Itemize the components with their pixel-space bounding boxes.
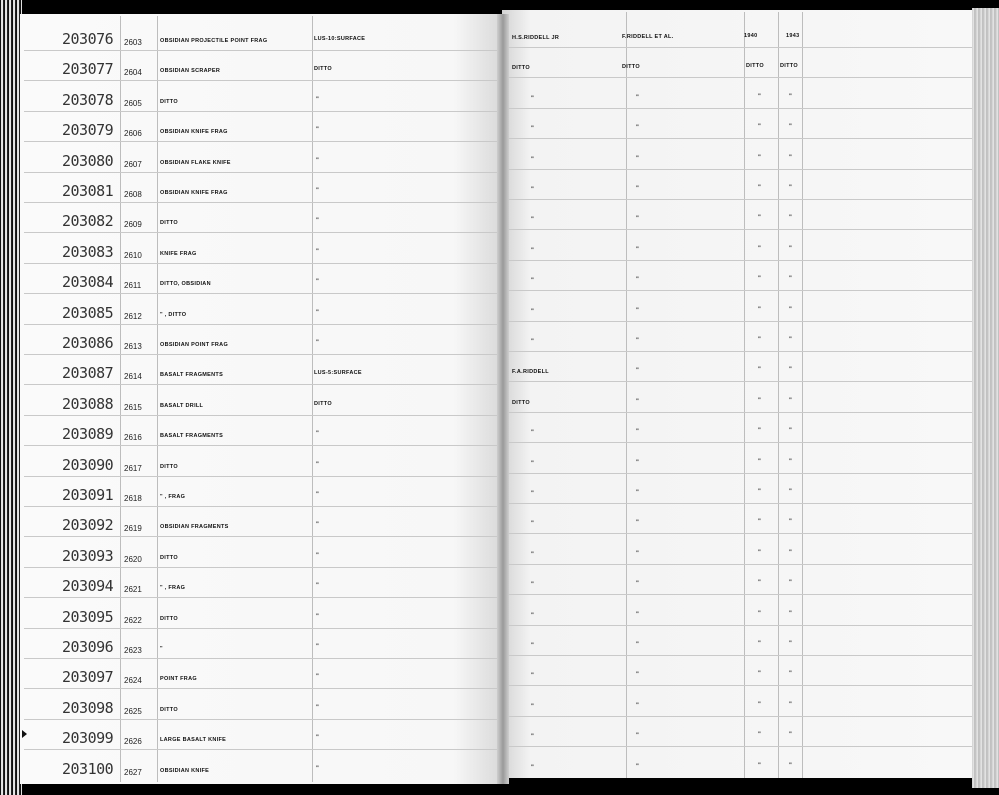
row-rule — [24, 597, 497, 598]
row-rule — [24, 202, 497, 203]
row-rule — [508, 685, 972, 686]
field-number: 2626 — [124, 737, 142, 747]
collector: " — [531, 734, 535, 741]
catalog-number: 203080 — [62, 151, 114, 170]
year-received: " — [789, 701, 793, 708]
catalog-number: 203084 — [62, 273, 114, 292]
description: OBSIDIAN KNIFE FRAG — [160, 190, 228, 196]
catalog-number: 203081 — [62, 182, 114, 200]
catalog-number: 203077 — [62, 60, 114, 79]
year-received: DITTO — [780, 63, 798, 70]
year-received: " — [789, 489, 793, 495]
right-page-edges — [972, 8, 999, 788]
donor: " — [636, 277, 640, 284]
locality: LUS-5:SURFACE — [314, 370, 362, 377]
catalog-number: 203094 — [62, 577, 114, 596]
donor: " — [636, 490, 640, 496]
catalog-number: 203099 — [62, 729, 114, 748]
year-received: " — [789, 397, 793, 404]
row-rule — [508, 108, 972, 109]
locality: " — [316, 188, 320, 194]
collector: F.A.RIDDELL — [512, 369, 549, 376]
row-marker-icon — [22, 730, 27, 738]
description: OBSIDIAN PROJECTILE POINT FRAG — [160, 38, 268, 44]
year-received: " — [789, 458, 793, 465]
collector: " — [531, 156, 535, 163]
locality: " — [316, 248, 320, 255]
row-rule — [508, 564, 972, 565]
row-rule — [508, 351, 972, 352]
year-collected: " — [758, 154, 762, 161]
collector: " — [531, 187, 535, 193]
row-rule — [24, 172, 497, 173]
catalog-number: 203090 — [62, 455, 114, 474]
locality: " — [316, 644, 320, 650]
description: DITTO — [160, 615, 178, 622]
row-rule — [508, 442, 972, 443]
row-rule — [24, 50, 497, 51]
description: KNIFE FRAG — [160, 250, 197, 257]
year-collected: " — [758, 549, 762, 556]
field-number: 2606 — [124, 129, 142, 139]
field-number: 2615 — [124, 402, 142, 412]
row-rule — [24, 232, 497, 233]
catalog-number: 203083 — [62, 242, 114, 261]
row-rule — [508, 199, 972, 200]
collector: " — [531, 460, 535, 467]
catalog-number: 203097 — [62, 668, 114, 687]
catalog-number: 203091 — [62, 486, 114, 504]
year-collected: " — [758, 337, 762, 343]
book-gutter — [497, 14, 509, 784]
donor: " — [636, 216, 640, 223]
description: " , FRAG — [160, 585, 186, 592]
description: OBSIDIAN KNIFE FRAG — [160, 129, 228, 136]
year-received: " — [789, 580, 793, 587]
field-number: 2622 — [124, 615, 142, 625]
collector: " — [531, 430, 535, 437]
locality: " — [316, 765, 320, 772]
donor: " — [636, 642, 640, 648]
field-number: 2625 — [124, 706, 142, 716]
description: POINT FRAG — [160, 676, 197, 683]
field-number: 2617 — [124, 463, 142, 473]
year-collected: " — [758, 428, 762, 435]
row-rule — [508, 655, 972, 656]
catalog-number: 203089 — [62, 425, 114, 444]
locality: " — [316, 127, 320, 134]
description: OBSIDIAN KNIFE — [160, 767, 210, 774]
catalog-number: 203088 — [62, 394, 114, 413]
row-rule — [24, 536, 497, 537]
year-received: " — [789, 306, 793, 313]
donor: " — [636, 338, 640, 344]
year-received: " — [789, 276, 793, 283]
description: " , DITTO — [160, 311, 187, 318]
year-collected: " — [758, 610, 762, 617]
collector: " — [531, 551, 535, 558]
field-number: 2603 — [124, 38, 142, 47]
collector: " — [531, 308, 535, 315]
row-rule — [508, 594, 972, 595]
locality: " — [316, 613, 320, 620]
donor: " — [636, 125, 640, 132]
catalog-number: 203100 — [62, 759, 114, 778]
year-collected: " — [758, 397, 762, 404]
description: OBSIDIAN FLAKE KNIFE — [160, 159, 231, 166]
donor: " — [636, 733, 640, 740]
year-collected: " — [758, 580, 762, 587]
collector: " — [531, 673, 535, 680]
locality: " — [316, 431, 320, 438]
year-collected: " — [758, 458, 762, 465]
year-collected: " — [758, 306, 762, 313]
field-number: 2621 — [124, 585, 142, 595]
locality: " — [316, 735, 320, 742]
row-rule — [508, 47, 972, 48]
year-received: " — [789, 93, 793, 100]
description: OBSIDIAN FRAGMENTS — [160, 524, 229, 531]
field-number: 2610 — [124, 250, 142, 260]
catalog-number: 203082 — [62, 212, 114, 231]
year-received: " — [789, 549, 793, 556]
collector: " — [531, 217, 535, 224]
year-collected: " — [758, 215, 762, 222]
year-collected: " — [758, 762, 762, 769]
field-number: 2623 — [124, 646, 142, 655]
collector: " — [531, 764, 535, 771]
field-number: 2620 — [124, 554, 142, 564]
catalog-number: 203079 — [62, 121, 114, 140]
row-rule — [24, 628, 497, 629]
donor: " — [636, 398, 640, 405]
donor: " — [636, 672, 640, 679]
collector: " — [531, 521, 535, 528]
year-received: " — [789, 367, 793, 374]
catalog-number: 203092 — [62, 516, 114, 535]
catalog-number: 203093 — [62, 546, 114, 565]
field-number: 2611 — [124, 281, 142, 291]
donor: " — [636, 155, 640, 162]
row-rule — [24, 324, 497, 325]
year-received: 1943 — [786, 33, 800, 39]
field-number: 2616 — [124, 433, 142, 443]
donor: " — [636, 611, 640, 618]
collector: " — [531, 339, 535, 345]
year-collected: DITTO — [746, 63, 764, 70]
field-number: 2609 — [124, 220, 142, 230]
description: OBSIDIAN POINT FRAG — [160, 342, 229, 348]
collector: H.S.RIDDELL JR — [512, 35, 560, 41]
field-number: 2614 — [124, 372, 142, 382]
collector: " — [531, 643, 535, 649]
donor: DITTO — [622, 64, 640, 71]
donor: " — [636, 186, 640, 192]
column-rule — [802, 12, 803, 778]
row-rule — [24, 354, 497, 355]
donor: " — [636, 307, 640, 314]
donor: F.RIDDELL ET AL. — [622, 34, 674, 40]
year-received: " — [789, 154, 793, 161]
description: DITTO — [160, 554, 178, 561]
row-rule — [24, 415, 497, 416]
row-rule — [24, 506, 497, 507]
year-received: " — [789, 245, 793, 252]
description: DITTO — [160, 463, 178, 470]
year-received: " — [789, 337, 793, 343]
row-rule — [24, 476, 497, 477]
locality: LUS-10:SURFACE — [314, 36, 366, 42]
description: DITTO, OBSIDIAN — [160, 281, 211, 288]
locality: " — [316, 96, 320, 103]
row-rule — [24, 445, 497, 446]
row-rule — [24, 719, 497, 720]
description: DITTO — [160, 98, 178, 105]
row-rule — [508, 746, 972, 747]
year-received: " — [789, 428, 793, 435]
collector: " — [531, 703, 535, 710]
field-number: 2608 — [124, 190, 142, 199]
donor: " — [636, 581, 640, 588]
collector: " — [531, 491, 535, 497]
donor: " — [636, 246, 640, 253]
locality: " — [316, 218, 320, 225]
field-number: 2619 — [124, 524, 142, 534]
year-received: " — [789, 185, 793, 191]
locality: " — [316, 340, 320, 346]
locality: " — [316, 279, 320, 286]
year-collected: 1940 — [744, 33, 758, 39]
row-rule — [508, 290, 972, 291]
year-received: " — [789, 762, 793, 769]
row-rule — [508, 169, 972, 170]
year-collected: " — [758, 519, 762, 526]
year-received: " — [789, 610, 793, 617]
donor: " — [636, 94, 640, 101]
field-number: 2627 — [124, 767, 142, 777]
description: " , FRAG — [160, 494, 186, 500]
catalog-number: 203086 — [62, 334, 114, 352]
donor: " — [636, 459, 640, 466]
row-rule — [24, 263, 497, 264]
year-collected: " — [758, 276, 762, 283]
field-number: 2624 — [124, 676, 142, 686]
catalog-number: 203076 — [62, 30, 114, 48]
column-rule — [744, 12, 745, 778]
column-rule — [157, 16, 158, 782]
collector: " — [531, 582, 535, 589]
collector: DITTO — [512, 399, 530, 406]
year-collected: " — [758, 732, 762, 739]
locality: " — [316, 309, 320, 316]
year-collected: " — [758, 185, 762, 191]
description: LARGE BASALT KNIFE — [160, 737, 227, 744]
row-rule — [24, 384, 497, 385]
row-rule — [24, 567, 497, 568]
row-rule — [24, 749, 497, 750]
description: BASALT DRILL — [160, 402, 204, 409]
collector: " — [531, 95, 535, 102]
row-rule — [24, 111, 497, 112]
donor: " — [636, 429, 640, 436]
donor: " — [636, 702, 640, 709]
row-rule — [24, 293, 497, 294]
collector: " — [531, 247, 535, 254]
year-received: " — [789, 671, 793, 678]
year-collected: " — [758, 245, 762, 252]
locality: " — [316, 704, 320, 711]
row-rule — [508, 625, 972, 626]
description: OBSIDIAN SCRAPER — [160, 68, 221, 75]
row-rule — [508, 321, 972, 322]
locality: DITTO — [314, 400, 332, 407]
description: DITTO — [160, 706, 178, 713]
locality: DITTO — [314, 66, 332, 73]
column-rule — [778, 12, 779, 778]
collector: DITTO — [512, 65, 530, 72]
column-rule — [120, 16, 121, 782]
right-page — [502, 10, 974, 778]
year-collected: " — [758, 671, 762, 678]
year-received: " — [789, 732, 793, 739]
donor: " — [636, 368, 640, 375]
catalog-number: 203098 — [62, 698, 114, 717]
row-rule — [508, 229, 972, 230]
year-collected: " — [758, 124, 762, 131]
description: BASALT FRAGMENTS — [160, 372, 224, 379]
year-received: " — [789, 641, 793, 647]
row-rule — [24, 658, 497, 659]
catalog-number: 203095 — [62, 607, 114, 626]
year-collected: " — [758, 489, 762, 495]
field-number: 2607 — [124, 159, 142, 169]
collector: " — [531, 126, 535, 133]
catalog-number: 203096 — [62, 638, 114, 656]
column-rule — [312, 16, 313, 782]
donor: " — [636, 763, 640, 770]
locality: " — [316, 461, 320, 468]
row-rule — [508, 381, 972, 382]
donor: " — [636, 550, 640, 557]
catalog-number: 203078 — [62, 90, 114, 109]
collector: " — [531, 278, 535, 285]
year-collected: " — [758, 641, 762, 647]
row-rule — [24, 141, 497, 142]
row-rule — [508, 533, 972, 534]
year-received: " — [789, 215, 793, 222]
year-collected: " — [758, 701, 762, 708]
catalog-number: 203085 — [62, 303, 114, 322]
row-rule — [24, 688, 497, 689]
row-rule — [508, 716, 972, 717]
locality: " — [316, 492, 320, 498]
field-number: 2612 — [124, 311, 142, 321]
description: " — [160, 646, 163, 652]
catalog-number: 203087 — [62, 364, 114, 383]
year-received: " — [789, 124, 793, 131]
left-page-edges — [0, 0, 22, 795]
locality: " — [316, 522, 320, 529]
donor: " — [636, 520, 640, 527]
row-rule — [508, 503, 972, 504]
year-collected: " — [758, 93, 762, 100]
description: DITTO — [160, 220, 178, 227]
locality: " — [316, 552, 320, 559]
year-collected: " — [758, 367, 762, 374]
locality: " — [316, 157, 320, 164]
row-rule — [24, 80, 497, 81]
field-number: 2604 — [124, 68, 142, 78]
locality: " — [316, 674, 320, 681]
row-rule — [508, 412, 972, 413]
field-number: 2605 — [124, 98, 142, 108]
row-rule — [508, 77, 972, 78]
row-rule — [508, 260, 972, 261]
description: BASALT FRAGMENTS — [160, 433, 224, 440]
field-number: 2613 — [124, 342, 142, 351]
locality: " — [316, 583, 320, 590]
column-rule — [626, 12, 627, 778]
collector: " — [531, 612, 535, 619]
row-rule — [508, 138, 972, 139]
field-number: 2618 — [124, 494, 142, 503]
year-received: " — [789, 519, 793, 526]
row-rule — [508, 473, 972, 474]
